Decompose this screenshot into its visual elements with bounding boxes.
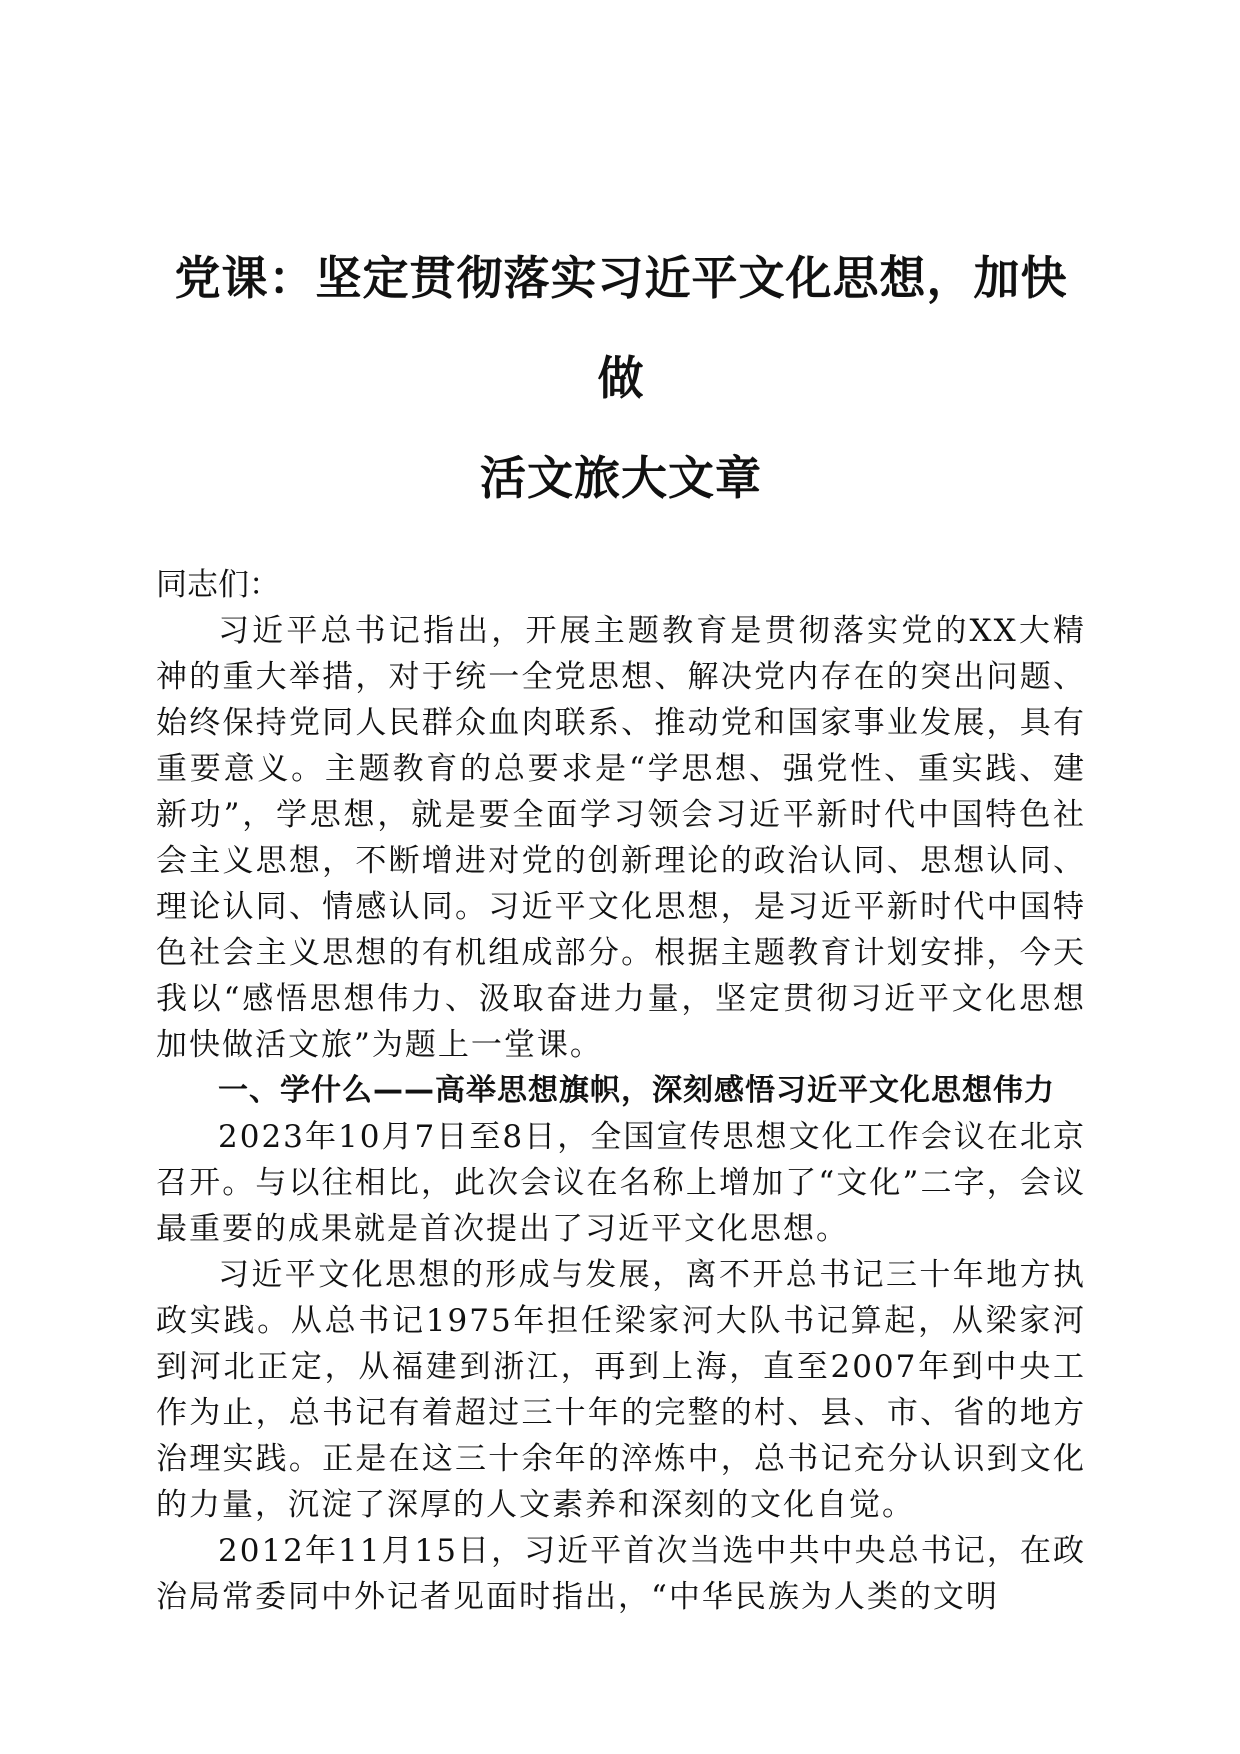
document-body	[156, 562, 1086, 1620]
title-line-2: 活文旅大文章	[480, 451, 762, 505]
title-line-1: 党课：坚定贯彻落实习近平文化思想，加快做	[174, 251, 1068, 405]
section1-paragraph-2: 习近平文化思想的形成与发展，离不开总书记三十年地方执政实践。从总书记1975年担任梁家河大队书记算起，从梁家河到河北正定，从福建到浙江，再到上海，直至2007年到中央工作为止，总书记有着超过三十年的完整的村、县、市、省的地方治理实践。正是在这三十余年的淬炼中，总书记充分认识到文化的力量，沉淀了深厚的人文素养和深刻的文化自觉。	[156, 1257, 1086, 1523]
section1-paragraph-3: 2012年11月15日，习近平首次当选中共中央总书记，在政治局常委同中外记者见面时指出，“中华民族为人类的文明	[156, 1533, 1086, 1615]
section-heading-1: 一、学什么——高举思想旗帜，深刻感悟习近平文化思想伟力	[218, 1073, 1055, 1108]
document-title	[156, 228, 1086, 528]
intro-paragraph: 习近平总书记指出，开展主题教育是贯彻落实党的XX大精神的重大举措，对于统一全党思想、解决党内存在的突出问题、始终保持党同人民群众血肉联系、推动党和国家事业发展，具有重要意义。主题教育的总要求是“学思想、强党性、重实践、建新功”，学思想，就是要全面学习领会习近平新时代中国特色社会主义思想，不断增进对党的创新理论的政治认同、思想认同、理论认同、情感认同。习近平文化思想，是习近平新时代中国特色社会主义思想的有机组成部分。根据主题教育计划安排，今天我以“感悟思想伟力、汲取奋进力量，坚定贯彻习近平文化思想加快做活文旅”为题上一堂课。	[156, 613, 1086, 1063]
section1-paragraph-1: 2023年10月7日至8日，全国宣传思想文化工作会议在北京召开。与以往相比，此次会议在名称上增加了“文化”二字，会议最重要的成果就是首次提出了习近平文化思想。	[156, 1119, 1086, 1247]
salutation: 同志们：	[156, 567, 280, 603]
document-page	[156, 228, 1086, 1620]
